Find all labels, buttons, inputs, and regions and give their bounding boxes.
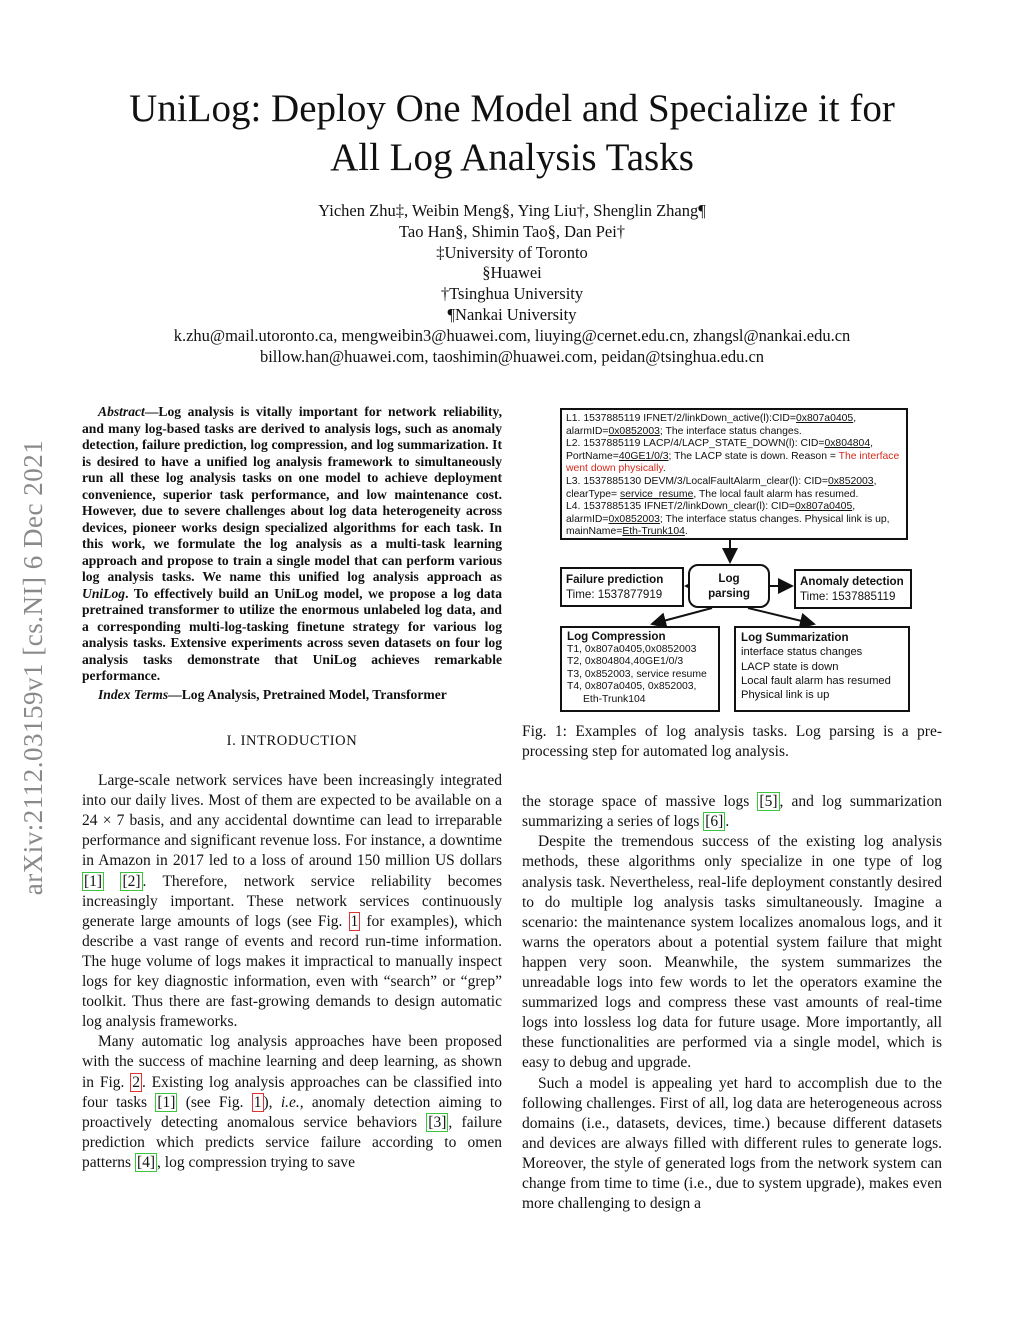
- emails-line-1: k.zhu@mail.utoronto.ca, mengweibin3@huawei.com, liuying@cernet.edu.cn, zhangsl@nankai.edu.cn: [173, 325, 851, 345]
- log-line: [566, 489, 902, 502]
- figure-link[interactable]: 1: [253, 1093, 262, 1111]
- author-line-2: Tao Han§, Shimin Tao§, Dan Pei†: [398, 221, 626, 241]
- right-p0-text-a: the storage space of massive logs: [522, 793, 758, 811]
- failure-title: Failure prediction: [566, 573, 664, 586]
- anomaly-title: Anomaly detection: [800, 575, 904, 588]
- log-text: clearType=: [566, 488, 621, 500]
- arrow-parsing-to-summary: [748, 608, 814, 624]
- paper-title: [80, 84, 944, 182]
- emails-line-2: billow.han@huawei.com, taoshimin@huawei.com, peidan@tsinghua.edu.cn: [259, 346, 765, 366]
- log-line: [566, 476, 902, 489]
- summarization-row: Physical link is up: [741, 689, 830, 702]
- right-p0-text-b: , and log summarization summarizing a series of logs: [522, 793, 942, 831]
- log-line: [566, 526, 902, 539]
- affiliation-1: ‡University of Toronto: [436, 242, 588, 262]
- log-id: L1.: [566, 413, 581, 424]
- abstract-italic: UniLog: [82, 585, 126, 601]
- log-text: mainName=: [566, 526, 623, 538]
- anomaly-time: Time: 1537885119: [800, 590, 896, 603]
- log-field: 0x852003: [827, 475, 874, 487]
- log-compression-box: [560, 626, 720, 712]
- log-text: PortName=: [566, 450, 619, 462]
- log-text: ,: [870, 438, 873, 450]
- summarization-row: interface status changes: [741, 646, 863, 659]
- figure-caption: Fig. 1: Examples of log analysis tasks. Log parsing is a pre-processing step for automated log analysis.: [522, 723, 942, 761]
- intro-p2-text-d: ),: [263, 1093, 281, 1111]
- log-field: Eth-Trunk104: [622, 526, 685, 538]
- compression-row: T4, 0x807a0405, 0x852003,: [567, 681, 697, 693]
- intro-p2-text-a: Many automatic log analysis approaches have been proposed with the success of machine learning and deep learning, as shown in Fig.: [82, 1033, 502, 1091]
- log-text: ; The interface status changes. Physical link is up,: [659, 513, 890, 525]
- log-line: [566, 514, 902, 527]
- log-text: .: [662, 463, 666, 475]
- citation-link[interactable]: [4]: [136, 1153, 156, 1171]
- index-terms-label: Index Terms: [98, 686, 169, 702]
- compression-row: T2, 0x804804,40GE1/0/3: [567, 656, 684, 668]
- intro-p1-text-c: for examples), which describe a vast range of events and record run-time information. The huge volume of logs makes it impractical to manually inspect logs for key diagnostic information, even with “search” or “grep” toolkit. Thus there are fast-growing demands to design automatic log analysis frameworks.: [82, 912, 502, 1031]
- arrow-parsing-to-compression: [652, 608, 712, 624]
- log-text: 1537885135 IFNET/2/linkDown_clear(l): CID=: [583, 501, 796, 513]
- arxiv-stamp[interactable]: arXiv:2112.03159v1 [cs.NI] 6 Dec 2021: [18, 439, 49, 895]
- right-paragraph-2: Such a model is appealing yet hard to accomplish due to the following challenges. First of all, log data are heterogeneous across domains (i.e., datasets, devices, time.) because different datasets and devices are always filled with different rules to generate logs. Moreover, the style of generated logs from the network system can change from time to time (i.e., due to system upgrade), makes even more challenging to design a: [522, 1074, 942, 1213]
- log-line: [566, 501, 902, 514]
- abstract-text-1: Log analysis is vitally important for network reliability, and many log-based tasks are derived to analysis logs, such as anomaly detection, failure prediction, log compression, and log summarization. It is desired to have a unified log analysis framework to simultaneously run all these log analysis tasks on one model to achieve deployment convenience, superior task performance, and low maintenance cost. However, due to severe challenges about log data heterogeneity across devices, pioneer works design specialized algorithms for each task. In this work, we formulate the log analysis as a multi-task learning approach and propose to train a single model that can perform various log analysis tasks. We name this unified log analysis approach as: [82, 404, 502, 584]
- title-line-2: All Log Analysis Tasks: [330, 136, 694, 179]
- intro-p2-text-b: . Existing log analysis approaches can be classified into four tasks: [82, 1073, 502, 1111]
- abstract-dash: —: [144, 404, 159, 419]
- intro-paragraph-1: [82, 771, 502, 1032]
- intro-p1-text-a: Large-scale network services have been increasingly integrated into our daily lives. Most of them are expected to be available on a 24 × 7 basis, and any accidental downtime can lead to irreparable performance and significant revenue loss. For instance, a downtime in Amazon in 2017 led to a loss of around 150 million US dollars: [82, 772, 502, 870]
- log-id: L4.: [566, 501, 581, 513]
- intro-paragraph-2: [82, 1032, 502, 1173]
- intro-p1-text-b: . Therefore, network service reliability becomes increasingly important. These network services continuously generate large amounts of logs (see Fig.: [82, 872, 503, 930]
- right-column: [522, 404, 942, 1214]
- log-text: 1537885130 DEVM/3/LocalFaultAlarm_clear(l): CID=: [583, 475, 828, 487]
- log-text: 1537885119 IFNET/2/linkDown_active(l):CID=: [583, 413, 796, 424]
- title-line-1: UniLog: Deploy One Model and Specialize it for: [129, 87, 895, 130]
- affiliation-3: †Tsinghua University: [440, 284, 584, 304]
- affiliation-2: §Huawei: [482, 263, 542, 283]
- log-field: 0x0852003: [608, 425, 660, 437]
- log-text: , The local fault alarm has resumed.: [693, 488, 859, 500]
- log-text: ,: [852, 501, 856, 513]
- log-id: L2.: [566, 438, 581, 450]
- anomaly-detection-box: [794, 569, 912, 609]
- log-field: 0x807a0405: [795, 413, 854, 424]
- log-id: L3.: [566, 475, 581, 487]
- citation-link[interactable]: [5]: [759, 793, 778, 811]
- right-p0-text-c: .: [725, 813, 730, 831]
- intro-ie: i.e.,: [280, 1093, 304, 1111]
- abstract: [82, 404, 502, 685]
- abstract-text-2: . To effectively build an UniLog model, we propose a log data pretrained transformer to utilize the enormous unlabeled log data, and a corresponding multi-log-tasking finetune strategy for various log analysis tasks. Extensive experiments across seven datasets on four log analysis tasks demonstrate that UniLog achieves remarkable performance.: [82, 585, 502, 683]
- log-line: [566, 451, 902, 464]
- right-paragraph-0: [522, 792, 942, 832]
- log-text: alarmID=: [566, 513, 609, 525]
- index-terms-dash: —: [168, 686, 182, 702]
- intro-p2-text-g: , log compression trying to save: [157, 1153, 356, 1171]
- citation-link[interactable]: [2]: [122, 872, 141, 890]
- author-line-1: Yichen Zhu‡, Weibin Meng§, Ying Liu†, Shenglin Zhang¶: [318, 201, 706, 220]
- compression-title: Log Compression: [567, 630, 666, 643]
- log-field: 0x0852003: [608, 513, 660, 525]
- log-line: [566, 413, 902, 426]
- log-highlight: went down physically: [566, 463, 663, 475]
- section-heading: [82, 731, 502, 751]
- intro-p2-text-e: anomaly detection aiming to proactively detecting anomalous service behaviors: [82, 1093, 502, 1131]
- figure-link[interactable]: 2: [132, 1073, 140, 1091]
- section-number: I.: [226, 733, 237, 749]
- parsing-line-1: Log: [718, 572, 740, 585]
- section-title: INTRODUCTION: [240, 733, 358, 749]
- abstract-label: Abstract: [98, 404, 145, 419]
- parsing-line-2: parsing: [708, 587, 750, 600]
- citation-link[interactable]: [1]: [157, 1093, 176, 1111]
- author-block: [80, 201, 944, 367]
- log-highlight: The interface: [838, 450, 900, 462]
- log-line: [566, 438, 902, 451]
- intro-p2-text-f: , failure prediction which predicts service failure according to omen patterns: [82, 1113, 502, 1171]
- figure-link[interactable]: 1: [350, 912, 359, 930]
- log-field: 0x804804: [824, 438, 871, 450]
- log-field: 0x807a0405: [795, 501, 853, 513]
- log-text: 1537885119 LACP/4/LACP_STATE_DOWN(l): CID=: [583, 438, 825, 450]
- log-summarization-box: [734, 626, 910, 712]
- compression-row: T1, 0x807a0405,0x0852003: [567, 643, 697, 655]
- raw-logs-box: [560, 408, 908, 540]
- left-column: [82, 404, 502, 1173]
- log-field: 40GE1/0/3: [618, 450, 669, 462]
- figure-1: [522, 404, 942, 714]
- arxiv-stamp-wrap: [6, 372, 62, 962]
- compression-row: Eth-Trunk104: [583, 693, 646, 705]
- compression-row: T3, 0x852003, service resume: [567, 668, 707, 680]
- log-line: [566, 426, 902, 439]
- intro-p2-text-c: (see Fig.: [177, 1093, 252, 1111]
- log-line: [566, 463, 902, 476]
- summarization-row: LACP state is down: [741, 660, 839, 673]
- failure-prediction-box: [560, 567, 684, 607]
- citation-link[interactable]: [1]: [84, 872, 103, 890]
- citation-link[interactable]: [6]: [705, 813, 724, 831]
- right-paragraph-1: Despite the tremendous success of the existing log analysis methods, these algorithms only specialize in one type of log analysis task. Nevertheless, real-life deployment constantly desired to do multiple log analysis tasks simultaneously. Imagine a scenario: the maintenance system localizes anomalous logs, and it warns the operators about a potential system failure that might happen very soon. Meanwhile, the system summarizes the unreadable logs into few words to let the operators examine the summarized logs and compress these vast amounts of real-time logs into lossless log data for future usage. More importantly, all these functionalities are performed via a single model, which is easy to debug and upgrade.: [522, 833, 942, 1072]
- summarization-title: Log Summarization: [741, 631, 849, 644]
- log-parsing-box: [688, 564, 770, 608]
- index-terms-text: Log Analysis, Pretrained Model, Transformer: [181, 686, 447, 702]
- log-text: .: [684, 526, 688, 538]
- log-text: alarmID=: [566, 425, 609, 437]
- log-text: ; The LACP state is down. Reason =: [668, 450, 839, 462]
- log-text: ,: [873, 475, 877, 487]
- failure-time: Time: 1537877919: [566, 588, 663, 601]
- summarization-row: Local fault alarm has resumed: [741, 674, 891, 687]
- log-text: ; The interface status changes.: [659, 425, 802, 437]
- log-field: service_resume: [620, 488, 694, 500]
- affiliation-4: ¶Nankai University: [447, 304, 577, 324]
- citation-link[interactable]: [3]: [428, 1113, 447, 1131]
- log-text: ,: [853, 413, 857, 424]
- index-terms: [82, 687, 502, 704]
